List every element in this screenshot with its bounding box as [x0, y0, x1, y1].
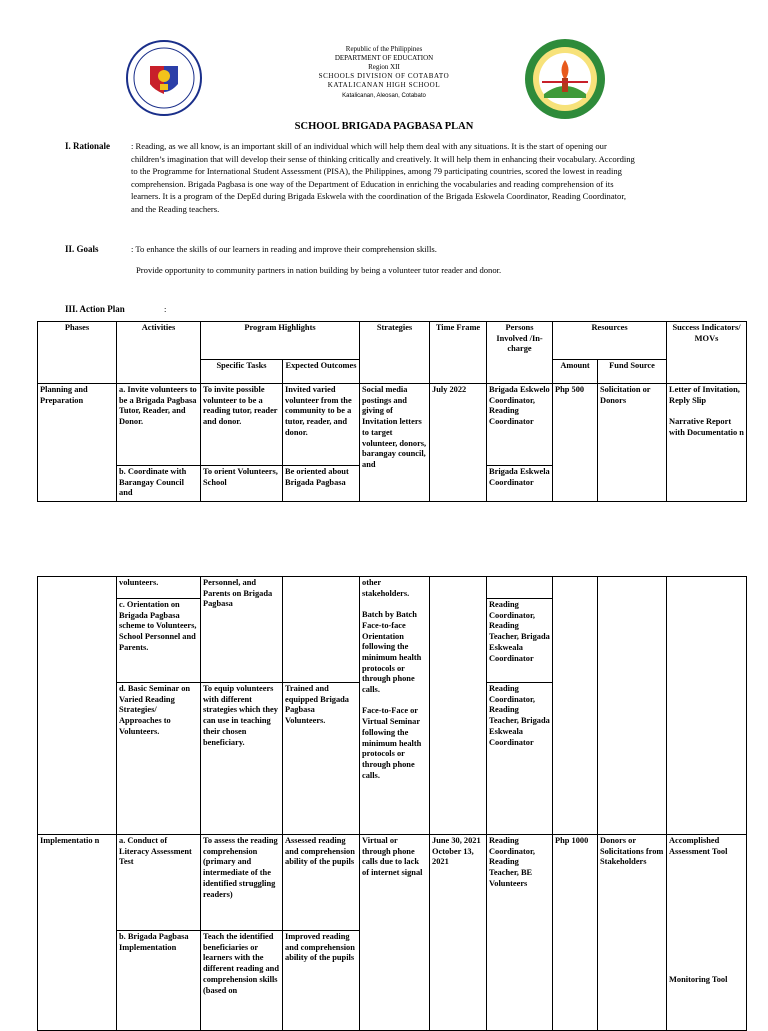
phase-cell: [38, 577, 117, 835]
goals-text-2: Provide opportunity to community partners in nation building by being a volunteer tutor reader and donor.: [136, 265, 502, 275]
action-plan-colon: :: [164, 304, 167, 314]
header-phases: Phases: [38, 322, 117, 384]
header-department: DEPARTMENT OF EDUCATION: [334, 54, 434, 62]
amount-cell: Php 1000: [553, 835, 598, 1031]
fund-cell: Solicitation or Donors: [598, 384, 667, 502]
outcome-cell: [283, 577, 360, 683]
table-row: [38, 577, 747, 599]
header-program-highlights: Program Highlights: [201, 322, 360, 360]
goals-label: II. Goals: [65, 244, 99, 254]
strategy-cell: Social media postings and giving of Invitation letters to target volunteer, donors, barangay council, and: [360, 384, 430, 502]
activity-cell: d. Basic Seminar on Varied Reading Strategies/ Approaches to Volunteers.: [117, 683, 201, 835]
success-cell: Letter of Invitation, Reply Slip Narrative Report with Documentatio n: [667, 384, 747, 502]
action-plan-table-page2: [37, 576, 747, 1031]
page-title: SCHOOL BRIGADA PAGBASA PLAN: [294, 121, 474, 132]
persons-cell: Reading Coordinator, Reading Teacher, BE Volunteers: [487, 835, 553, 1031]
fund-cell: [598, 577, 667, 835]
task-cell: To assess the reading comprehension (primary and intermediate of the identified struggling readers): [201, 835, 283, 931]
phase-cell: Planning and Preparation: [38, 384, 117, 502]
header-fund-source: Fund Source: [598, 360, 667, 384]
task-cell: To orient Volunteers, School: [201, 466, 283, 502]
header-activities: Activities: [117, 322, 201, 384]
strategy-cell: Virtual or through phone calls due to lack of internet signal: [360, 835, 430, 1031]
persons-cell: Reading Coordinator, Reading Teacher, Brigada Eskweala Coordinator: [487, 599, 553, 683]
header-expected-outcomes: Expected Outcomes: [283, 360, 360, 384]
action-plan-label: III. Action Plan: [65, 304, 125, 314]
task-cell: To invite possible volunteer to be a reading tutor, reader and donor.: [201, 384, 283, 466]
activity-cell: b. Brigada Pagbasa Implementation: [117, 931, 201, 1031]
success-cell: Accomplished Assessment Tool Monitoring Tool: [667, 835, 747, 1031]
persons-cell: Brigada Eskwela Coordinator: [487, 466, 553, 502]
fund-cell: Donors or Solicitations from Stakeholders: [598, 835, 667, 1031]
goals-text-1: : To enhance the skills of our learners in reading and improve their comprehension skills.: [131, 244, 437, 254]
persons-cell: [487, 577, 553, 599]
success-cell: [667, 577, 747, 835]
table-row: [38, 835, 747, 931]
table-row: [38, 384, 747, 466]
activity-cell: c. Orientation on Brigada Pagbasa scheme to Volunteers, School Personnel and Parents.: [117, 599, 201, 683]
header-time-frame: Time Frame: [430, 322, 487, 384]
rationale-text: : Reading, as we all know, is an important skill of an individual which will help them deal with any situations. It is the start of opening our children’s imagination that will develop their sense of thinking critically and creatively. It will help them in enhancing their vocabulary. According to the Programme for International Student Assessment (PISA), the Philippines, among 79 participating countries, scored the lowest in reading comprehension. Brigada Pagbasa is one way of the Department of Education in enriching the vocabularies and reading comprehension of its learners. It is a program of the DepEd during Brigada Eskwela with the coordination of the Brigada Eskwela Coordinator, Reading Coordinator, and the Reading teachers.: [131, 141, 635, 214]
time-cell: July 2022: [430, 384, 487, 502]
phase-cell: Implementatio n: [38, 835, 117, 1031]
action-plan-table-page1: [37, 321, 747, 502]
time-cell: June 30, 2021 October 13, 2021: [430, 835, 487, 1031]
persons-cell: Reading Coordinator, Reading Teacher, Brigada Eskweala Coordinator: [487, 683, 553, 835]
header-region: Region XII: [368, 63, 400, 71]
header-resources: Resources: [553, 322, 667, 360]
header-republic: Republic of the Philippines: [345, 45, 423, 53]
header-specific-tasks: Specific Tasks: [201, 360, 283, 384]
activity-cell: volunteers.: [117, 577, 201, 599]
activity-cell: b. Coordinate with Barangay Council and: [117, 466, 201, 502]
amount-cell: Php 500: [553, 384, 598, 502]
outcome-cell: Invited varied volunteer from the community to be a tutor, reader, and donor.: [283, 384, 360, 466]
header-persons: Persons Involved /In-charge: [487, 322, 553, 384]
header-success: Success Indicators/ MOVs: [667, 322, 747, 384]
outcome-cell: Improved reading and comprehension ability of the pupils: [283, 931, 360, 1031]
task-cell: To equip volunteers with different strategies which they can use in teaching their chosen beneficiary.: [201, 683, 283, 835]
amount-cell: [553, 577, 598, 835]
header-strategies: Strategies: [360, 322, 430, 384]
outcome-cell: Be oriented about Brigada Pagbasa: [283, 466, 360, 502]
persons-cell: Brigada Eskwelo Coordinator, Reading Coordinator: [487, 384, 553, 466]
outcome-cell: Trained and equipped Brigada Pagbasa Volunteers.: [283, 683, 360, 835]
header-amount: Amount: [553, 360, 598, 384]
activity-cell: a. Invite volunteers to be a Brigada Pagbasa Tutor, Reader, and Donor.: [117, 384, 201, 466]
outcome-cell: Assessed reading and comprehension ability of the pupils: [283, 835, 360, 931]
header-division: SCHOOLS DIVISION OF COTABATO: [318, 72, 450, 80]
task-cell: Teach the identified beneficiaries or learners with the different reading and comprehension skills (based on: [201, 931, 283, 1031]
header-school: KATALICANAN HIGH SCHOOL: [327, 81, 441, 89]
activity-cell: a. Conduct of Literacy Assessment Test: [117, 835, 201, 931]
rationale-label: I. Rationale: [65, 141, 110, 151]
time-cell: [430, 577, 487, 835]
task-cell: Personnel, and Parents on Brigada Pagbasa: [201, 577, 283, 683]
strategy-cell: other stakeholders. Batch by Batch Face-to-face Orientation following the minimum health protocols or through phone calls. Face-to-Face or Virtual Seminar following the minimum health protocols or through phone calls.: [360, 577, 430, 835]
header-address: Katalicanan, Aleosan, Cotabato: [342, 93, 426, 99]
